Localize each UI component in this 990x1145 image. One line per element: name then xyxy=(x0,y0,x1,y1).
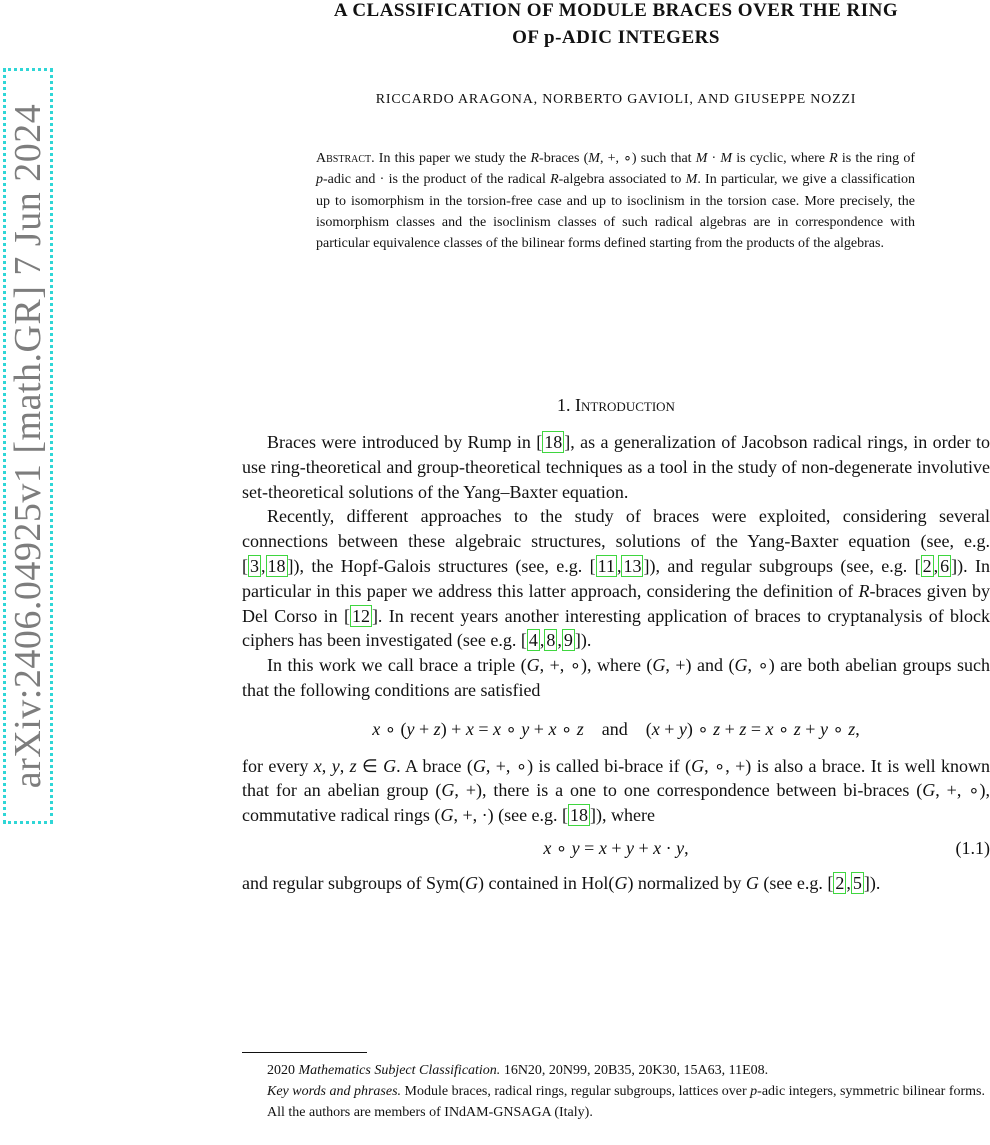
citation-link[interactable]: 18 xyxy=(544,432,563,452)
paragraph: Recently, different approaches to the study of braces were exploited, considering several connections between these algebraic structures, solutions of the Yang-Baxter equation (see, e.g. [ 3 , 18 ]), the Hopf-Galois structures (see, e.g. [ 11 , 13 ]), and regular subgroups (see, e.g. [ 2 , 6 ]). In particular in this paper we address this latter approach, considering the definition of R-braces given by Del Corso in [ 12 ]. In recent years another interesting application of braces to cryptanalysis of block ciphers has been investigated (see e.g. [ 4 , 8 , 9 ]). xyxy=(242,506,990,651)
equation-number: (1.1) xyxy=(955,837,990,858)
section-number: 1. xyxy=(557,395,571,415)
arxiv-identifier: arXiv:2406.04925v1 [math.GR] 7 Jun 2024 xyxy=(7,103,50,789)
citation-link[interactable]: 18 xyxy=(570,805,589,826)
keywords-text-b: -adic integers, symmetric bilinear forms. xyxy=(757,1084,985,1099)
equation-1-1: x ∘ y = x + y + x · y, (1.1) xyxy=(242,836,990,861)
citation-link[interactable]: 4 xyxy=(528,630,538,651)
abstract: Abstract. In this paper we study the R-braces (M, +, ∘) such that M · M is cyclic, where R is the ring of p-adic and · is the product of the radical R-algebra associated to M. In particular, we give a classification up to isomorphism in the torsion-free case and up to isoclinism in the torsion case. More precisely, the isomorphism classes and the isoclinism classes of such radical algebras are in correspondence with particular equivalence classes of the bilinear forms defined starting from the products of the algebras. xyxy=(316,151,915,252)
citation-link[interactable]: 2 xyxy=(835,872,845,893)
footnote-divider xyxy=(242,1052,367,1053)
citation-link[interactable]: 6 xyxy=(940,555,950,576)
title-line-2: OF p-ADIC INTEGERS xyxy=(512,27,720,48)
abstract-label: Abstract. xyxy=(316,151,375,166)
title-line-1: A CLASSIFICATION OF MODULE BRACES OVER THE RING xyxy=(333,0,899,21)
authors: RICCARDO ARAGONA, NORBERTO GAVIOLI, AND GIUSEPPE NOZZI xyxy=(375,92,857,107)
arxiv-stamp xyxy=(3,68,53,824)
paper-title xyxy=(242,0,990,51)
citation-link[interactable]: 11 xyxy=(597,555,615,576)
citation-link[interactable]: 5 xyxy=(852,872,862,893)
section-heading xyxy=(242,395,990,416)
footnote-msc xyxy=(242,1060,990,1081)
citation-link[interactable]: 13 xyxy=(623,555,642,576)
keywords-text-a: Module braces, radical rings, regular subgroups, lattices over xyxy=(404,1084,747,1099)
citation-link[interactable]: 2 xyxy=(922,555,932,576)
msc-codes: 16N20, 20N99, 20B35, 20K30, 15A63, 11E08. xyxy=(503,1063,769,1078)
section-name: Introduction xyxy=(575,395,675,415)
equation-brace-conditions: x ∘ (y + z) + x = x ∘ y + x ∘ z and (x + y) ∘ z + z = x ∘ z + y ∘ z, xyxy=(372,718,860,739)
introduction-body xyxy=(242,430,990,896)
citation-link[interactable]: 9 xyxy=(563,630,573,651)
footnote-keywords: Key words and phrases. Module braces, radical rings, regular subgroups, lattices over p-adic integers, symmetric bilinear forms. xyxy=(267,1084,985,1099)
paragraph: In this work we call brace a triple (G, +, ∘), where (G, +) and (G, ∘) are both abelian groups such that the following conditions are satisfied xyxy=(242,655,990,700)
footnote-members: All the authors are members of INdAM-GNSAGA (Italy). xyxy=(267,1105,593,1120)
paragraph: Braces were introduced by Rump in [ 18 ], as a generalization of Jacobson radical rings, in order to use ring-theoretical and group-theoretical techniques as a tool in the study of non-degenerate involutive set-theoretical solutions of the Yang–Baxter equation. xyxy=(242,432,990,502)
citation-link[interactable]: 3 xyxy=(250,555,259,576)
citation-link[interactable]: 12 xyxy=(351,605,370,626)
paragraph: for every x, y, z ∈ G. A brace (G, +, ∘) is called bi-brace if (G, ∘, +) is also a brace. It is well known that for an abelian group (G, +), there is a one to one correspondence between bi-braces (G, +, ∘), commutative radical rings (G, +, ·) (see e.g. [ 18 ]), where xyxy=(242,755,990,826)
paragraph: and regular subgroups of Sym(G) contained in Hol(G) normalized by G (see e.g. [ 2 , 5 ]). xyxy=(242,872,881,893)
msc-year: 2020 xyxy=(267,1063,295,1078)
citation-link[interactable]: 18 xyxy=(267,555,286,576)
msc-label: Mathematics Subject Classification. xyxy=(298,1063,501,1078)
citation-link[interactable]: 8 xyxy=(546,630,556,651)
footnotes xyxy=(242,1060,990,1123)
keywords-label: Key words and phrases. xyxy=(267,1084,402,1099)
